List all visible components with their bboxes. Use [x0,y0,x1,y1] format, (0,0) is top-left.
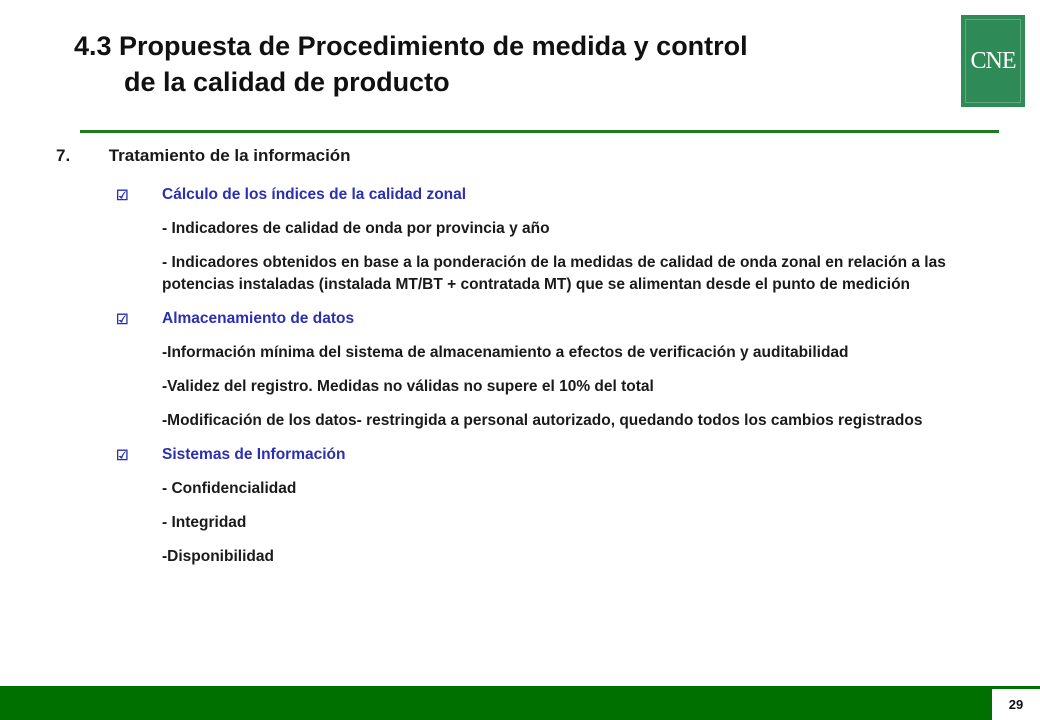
section-heading [56,146,351,166]
footer-bar [0,686,1040,720]
bullet-heading-text: Almacenamiento de datos [162,310,355,327]
page-number: 29 [992,689,1040,720]
list-item: - Indicadores de calidad de onda por provincia y año [162,220,550,237]
section-title: Tratamiento de la información [108,146,351,165]
bullet-heading-text: Sistemas de Información [162,446,346,463]
bullet-heading [114,444,994,466]
title-line-1: 4.3 Propuesta de Procedimiento de medida y control [74,31,748,61]
ballot-box-check-icon: ☑ [116,311,129,327]
slide-title [74,28,748,100]
ballot-box-check-icon: ☑ [116,447,129,463]
slide-content [114,184,994,580]
list-item: - Indicadores obtenidos en base a la ponderación de la medidas de calidad de onda zonal en relación a las potencias instaladas (instalada MT/BT + contratada MT) que se alimentan desde el punto de medición [162,254,946,293]
logo-frame [965,19,1021,103]
title-divider [80,130,999,133]
list-item: - Confidencialidad [162,480,297,497]
bullet-heading [114,184,994,206]
list-item: -Validez del registro. Medidas no válidas no supere el 10% del total [162,378,654,395]
ballot-box-check-icon: ☑ [116,187,129,203]
bullet-heading [114,308,994,330]
section-number: 7. [56,146,71,165]
list-item: -Modificación de los datos- restringida a personal autorizado, quedando todos los cambios registrados [162,412,923,429]
list-item: - Integridad [162,514,247,531]
logo-text: CNE [970,47,1016,74]
list-item: -Información mínima del sistema de almacenamiento a efectos de verificación y auditabilidad [162,344,849,361]
list-item: -Disponibilidad [162,548,274,565]
title-line-2: de la calidad de producto [124,67,450,97]
cne-logo [961,15,1025,107]
bullet-heading-text: Cálculo de los índices de la calidad zonal [162,186,467,203]
